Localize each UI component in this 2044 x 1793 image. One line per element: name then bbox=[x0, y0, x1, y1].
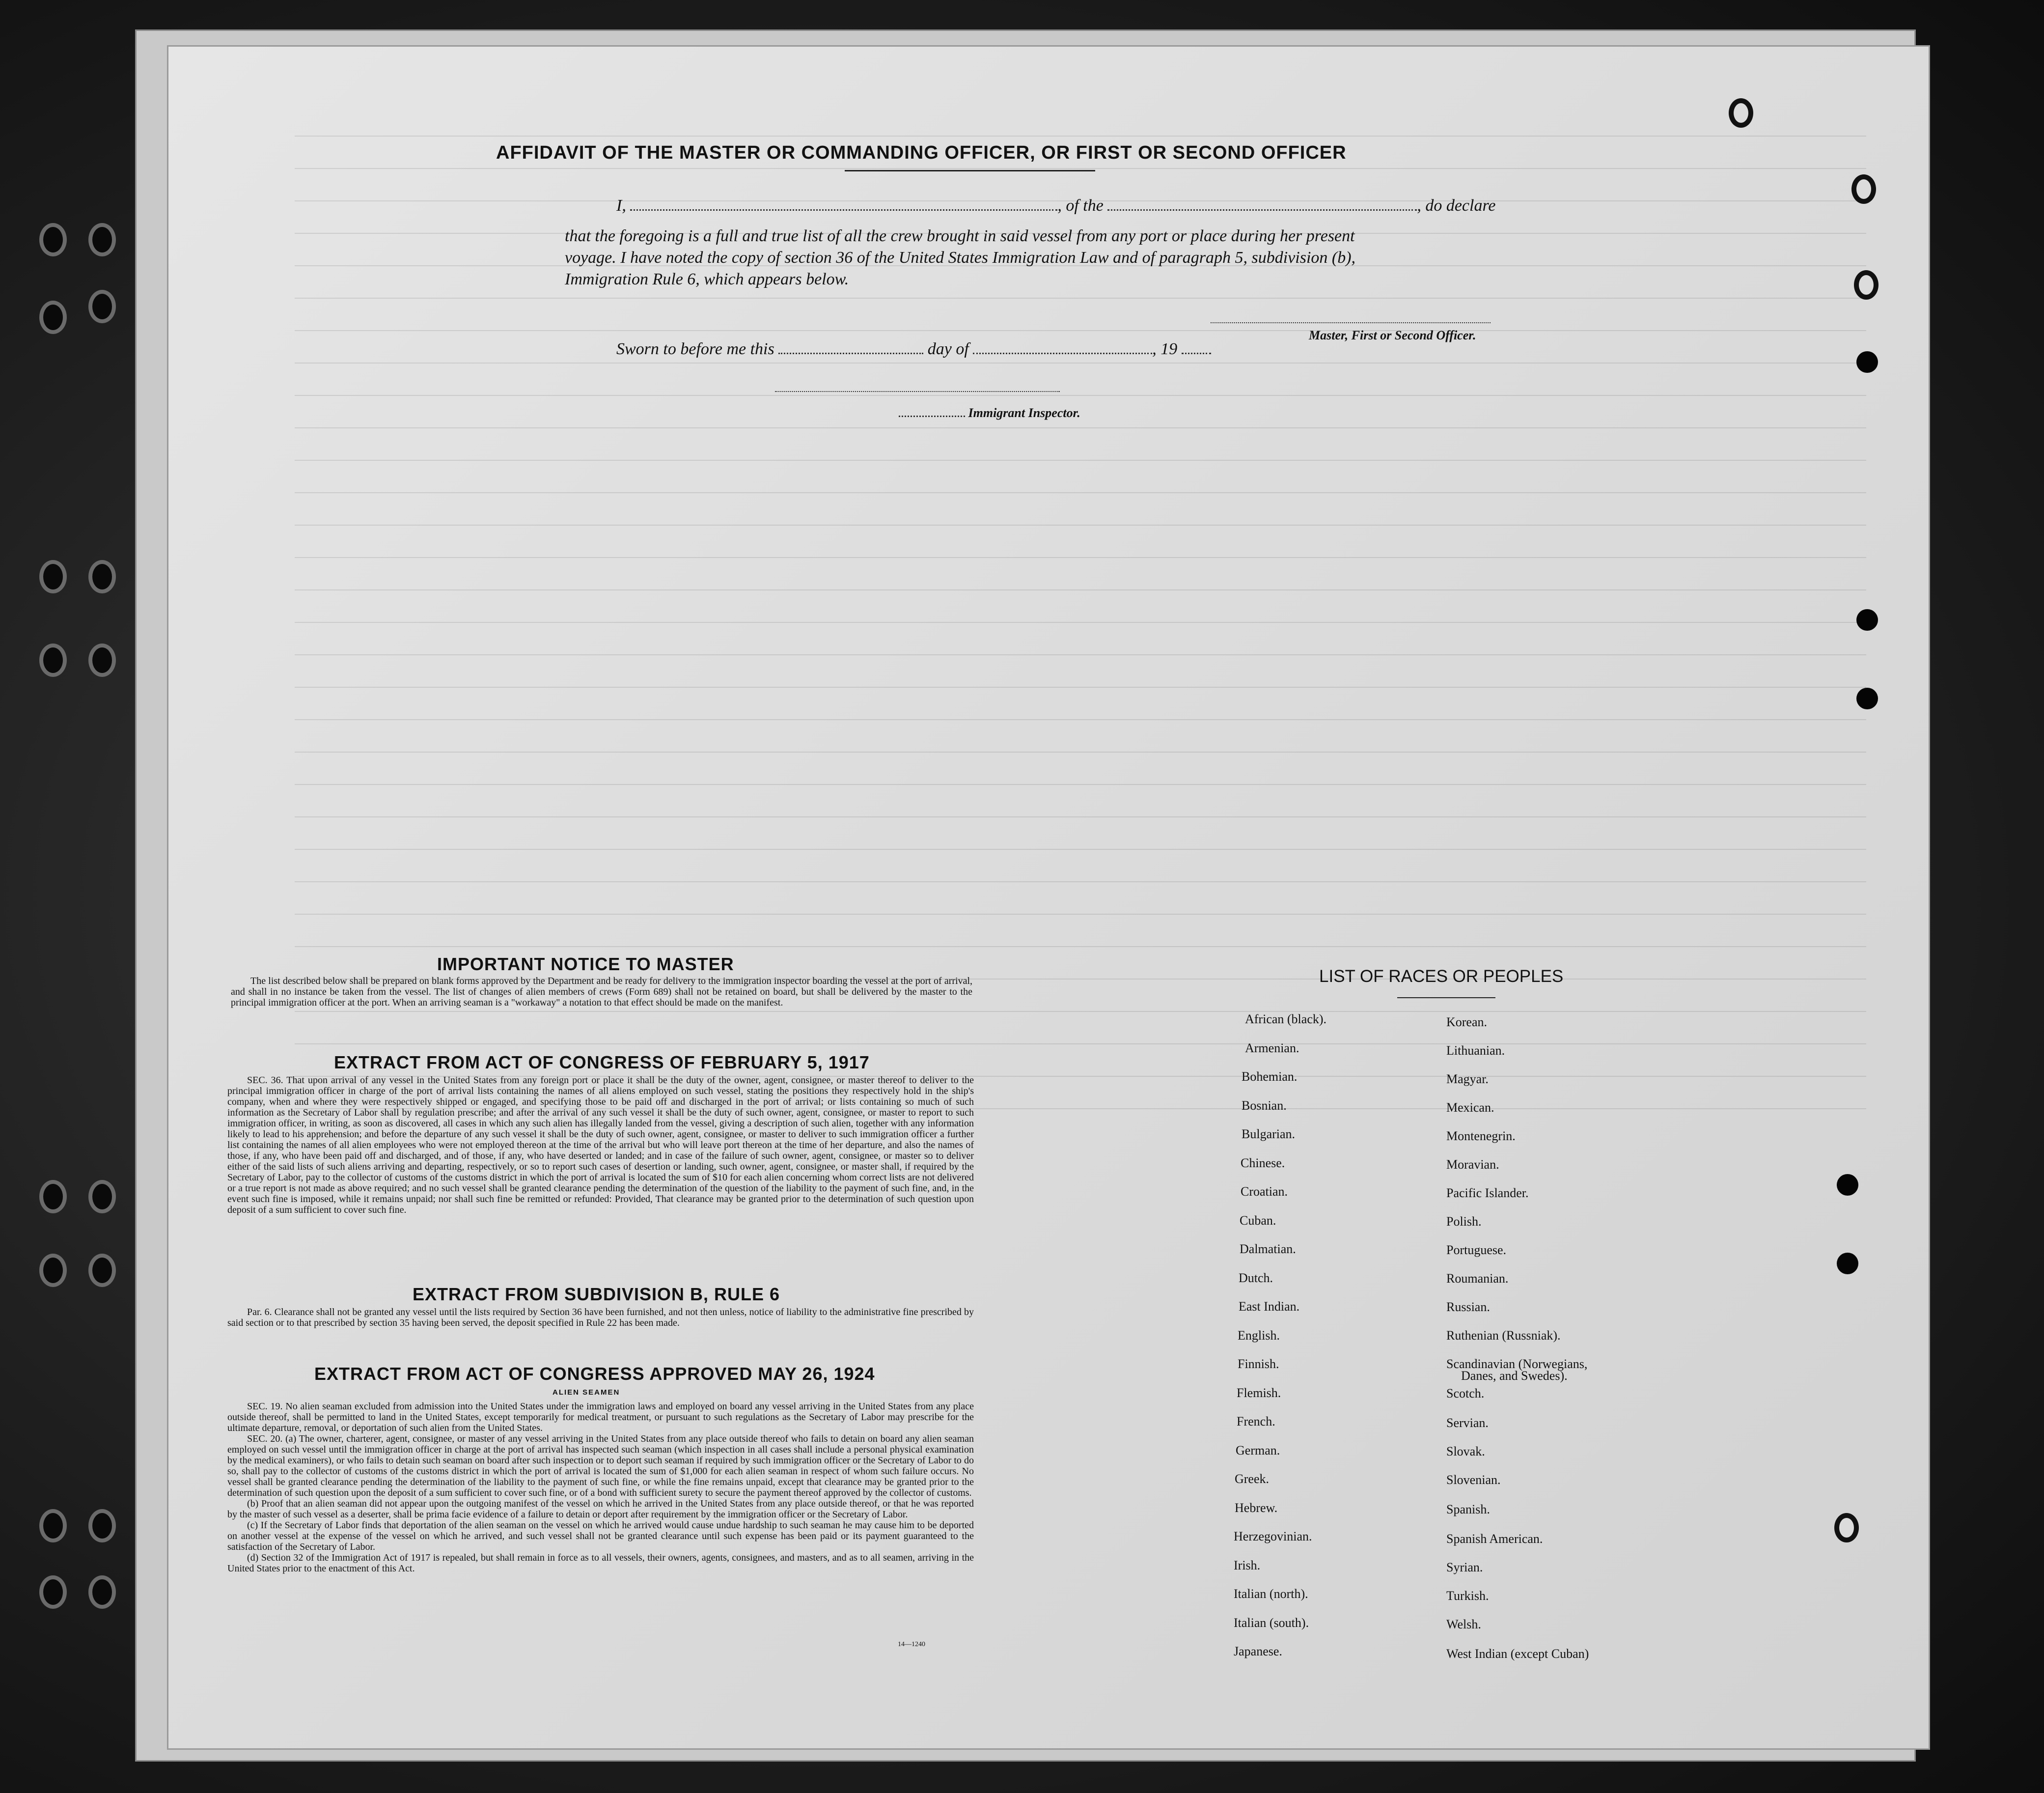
section-36-paragraph: SEC. 36. That upon arrival of any vessel in the United States from any foreign port or place it shall be the duty of the owner, agent, consignee, or master thereof to deliver to the principal immigration officer in charge of the port of arrival lists containing the names of all aliens employed on such vessel, stating the positions they respectively hold in the ship's company, when and where they were respectively shipped or engaged, and specifying those to be paid off and discharged in the port of arrival; or lists containing so much of such information as the Secretary of Labor shall by regulation prescribe; and after the arrival of any such vessel it shall be the duty of such owner, agent, consignee, or master to report to such immigration officer, in writing, as soon as discovered, all cases in which any such alien has illegally landed from the vessel, giving a description of such alien, together with any information likely to lead to his apprehension; and before the departure of any such vessel it shall be the duty of such owner, agent, consignee, or master to deliver to such immigration officer a further list containing the names of all alien employees who were not employed thereon at the time of the arrival but who will leave port thereon at the time of her departure, and also the names of those, if any, who have been paid off and discharged, and of those, if any, who have deserted or landed; and in case of the failure of such owner, agent, consignee, or master so to deliver either of the said lists of such aliens arriving and departing, respectively, or so to report such cases of desertion or landing, such owner, agent, consignee, or master shall, if required by the Secretary of Labor, pay to the collector of customs of the customs district in which the port of arrival is located the sum of $10 for each alien concerning whom correct lists are not delivered or a true report is not made as above required; and no such vessel shall be granted clearance pending the determination of the question of the liability to the payment of such fine, and, in the event such fine is imposed, while it remains unpaid; nor shall such fine be remitted or refunded: Provided, That clearance may be granted prior to the determination of such question upon deposit of a sum sufficient to cover such fine. bbox=[227, 1075, 974, 1215]
race-item: Ruthenian (Russniak). bbox=[1446, 1328, 1561, 1343]
day-of-text: day of bbox=[927, 340, 969, 358]
binder-ring-icon bbox=[43, 647, 63, 673]
race-item: Herzegovinian. bbox=[1234, 1529, 1312, 1543]
race-item: Chinese. bbox=[1241, 1155, 1285, 1170]
binder-ring-icon bbox=[92, 564, 112, 589]
race-item: Dalmatian. bbox=[1240, 1242, 1296, 1256]
race-item: Flemish. bbox=[1237, 1385, 1281, 1400]
race-item: East Indian. bbox=[1239, 1299, 1300, 1314]
race-item: African (black). bbox=[1245, 1012, 1327, 1026]
race-item: Slovak. bbox=[1446, 1444, 1485, 1458]
affidavit-title: AFFIDAVIT OF THE MASTER OR COMMANDING OFFICER, OR FIRST OR SECOND OFFICER bbox=[496, 142, 1347, 163]
race-item: Finnish. bbox=[1238, 1357, 1279, 1371]
extract-1917-text bbox=[227, 1075, 974, 1215]
race-item: Pacific Islander. bbox=[1446, 1186, 1529, 1200]
notice-paragraph: The list described below shall be prepared on blank forms approved by the Department and be ready for delivery to the immigration inspector boarding the vessel at the port of arrival, and shall in no instance be taken from the vessel. The list of changes of alien members of crews (Form 689) shall not be retained on board, but shall be delivered by the master to the principal immigration officer at the port. When an arriving seaman is a "workaway" a notation to that effect should be made on the manifest. bbox=[231, 976, 972, 1008]
race-item: Lithuanian. bbox=[1446, 1043, 1505, 1058]
race-item: Spanish American. bbox=[1446, 1532, 1543, 1546]
par-6-paragraph: Par. 6. Clearance shall not be granted any vessel until the lists required by Section 36 have been furnished, and not then unless, notice of liability to the administrative fine prescribed by said section or to that prescribed by section 35 having been served, the deposit specified in Rule 22 has been made. bbox=[227, 1307, 974, 1328]
sworn-month-blank[interactable] bbox=[973, 353, 1152, 354]
race-item: Bohemian. bbox=[1242, 1069, 1298, 1084]
punch-hole-icon bbox=[1854, 270, 1878, 300]
sworn-year-blank[interactable] bbox=[1182, 353, 1211, 354]
inspector-label-text: Immigrant Inspector. bbox=[968, 406, 1080, 420]
race-item: Japanese. bbox=[1234, 1644, 1282, 1658]
binder-ring-icon bbox=[92, 1258, 112, 1283]
punch-hole-icon bbox=[1834, 1513, 1859, 1542]
race-item: Cuban. bbox=[1240, 1213, 1276, 1228]
vessel-blank[interactable] bbox=[1107, 209, 1417, 211]
binder-ring-icon bbox=[92, 647, 112, 673]
sec-20b-paragraph: (b) Proof that an alien seaman did not appear upon the outgoing manifest of the vessel on which he arrived in the United States from any place outside thereof, or that he was reported by the master of such vessel as a deserter, shall be prima facie evidence of a failure to detain or deport after requirement by the immigration officer or the Secretary of Labor. bbox=[227, 1498, 974, 1520]
binder-ring-icon bbox=[92, 1579, 112, 1605]
affidavit-declare: , do declare bbox=[1417, 196, 1496, 215]
races-title-underline bbox=[1397, 997, 1495, 998]
race-item: Spanish. bbox=[1446, 1502, 1490, 1516]
punch-hole-icon bbox=[1837, 1174, 1858, 1196]
punch-hole-icon bbox=[1851, 174, 1876, 204]
binder-ring-icon bbox=[92, 1513, 112, 1539]
punch-hole-icon bbox=[1856, 351, 1878, 373]
race-item: German. bbox=[1236, 1443, 1280, 1457]
binder-ring-icon bbox=[43, 1579, 63, 1605]
race-item: Russian. bbox=[1446, 1300, 1490, 1314]
sec-19-paragraph: SEC. 19. No alien seaman excluded from admission into the United States under the immigration laws and employed on board any vessel arriving in the United States from any place outside thereof, shall be permitted to land in the United States, except temporarily for medical treatment, or pursuant to such regulations as the Secretary of Labor may prescribe for the ultimate departure, removal, or deportation of such alien from the United States. bbox=[227, 1401, 974, 1433]
binder-ring-icon bbox=[92, 1184, 112, 1209]
binder-ring-icon bbox=[43, 564, 63, 589]
race-item: Moravian. bbox=[1446, 1157, 1499, 1172]
race-item: Italian (south). bbox=[1234, 1615, 1309, 1630]
race-item: Irish. bbox=[1234, 1558, 1261, 1572]
form-number: 14—1240 bbox=[898, 1641, 925, 1648]
inspector-dots bbox=[899, 416, 965, 417]
race-item: Croatian. bbox=[1241, 1184, 1288, 1199]
master-signature-label: Master, First or Second Officer. bbox=[1309, 328, 1476, 342]
race-item: Magyar. bbox=[1446, 1072, 1489, 1086]
extract-rule6-title: EXTRACT FROM SUBDIVISION B, RULE 6 bbox=[413, 1284, 780, 1304]
sworn-line bbox=[616, 340, 1211, 359]
binder-ring-icon bbox=[92, 294, 112, 319]
punch-hole-icon bbox=[1837, 1253, 1858, 1274]
affidavit-of-the: , of the bbox=[1057, 196, 1104, 215]
affidavit-line-3: voyage. I have noted the copy of section 36 of the United States Immigration Law and of paragraph 5, subdivision (b), bbox=[565, 249, 1356, 267]
notice-text bbox=[231, 976, 972, 1008]
sworn-day-blank[interactable] bbox=[778, 353, 923, 354]
race-item: Turkish. bbox=[1446, 1589, 1489, 1603]
affidavit-declaration-line bbox=[616, 196, 1496, 215]
sec-20a-paragraph: SEC. 20. (a) The owner, charterer, agent, consignee, or master of any vessel arriving in the United States from any place outside thereof who fails to detain on board any alien seaman employed on such vessel until the immigration officer in charge at the port of arrival has inspected such seaman (which inspection in all cases shall include a personal physical examination by the medical examiners), or who fails to detain such seaman on board after such inspection or to deport such seaman if required by such immigration officer or the Secretary of Labor to do so, shall pay to the collector of customs of the customs district in which the port of arrival is located the sum of $1,000 for each alien seaman in respect of whom such failure occurs. No vessel shall be granted clearance pending the determination of the liability to the payment of such fine, or while the fine remains unpaid, except that clearance may be granted prior to the determination of such question upon the deposit of a sum sufficient to cover such fine, or of a bond with sufficient surety to secure the payment thereof approved by the collector of customs. bbox=[227, 1433, 974, 1498]
binder-ring-icon bbox=[43, 1184, 63, 1209]
sec-20c-paragraph: (c) If the Secretary of Labor finds that deportation of the alien seaman on the vessel on which he arrived would cause undue hardship to such seaman he may cause him to be deported on another vessel at the expense of the vessel on which he arrived, and such vessel shall not be granted clearance until such expense has been paid or its payment guaranteed to the satisfaction of the Secretary of Labor. bbox=[227, 1520, 974, 1552]
punch-hole-icon bbox=[1856, 688, 1878, 709]
extract-rule6-text bbox=[227, 1307, 974, 1328]
alien-seamen-subtitle: ALIEN SEAMEN bbox=[552, 1388, 620, 1397]
race-item: Dutch. bbox=[1239, 1270, 1273, 1285]
race-item: Scotch. bbox=[1446, 1386, 1485, 1401]
races-title: LIST OF RACES OR PEOPLES bbox=[1319, 967, 1564, 986]
race-item: Syrian. bbox=[1446, 1560, 1483, 1574]
race-item: Scandinavian (Norwegians, bbox=[1446, 1357, 1588, 1371]
race-item: Mexican. bbox=[1446, 1100, 1494, 1115]
inspector-signature-line[interactable] bbox=[775, 391, 1060, 392]
race-item: Italian (north). bbox=[1234, 1587, 1308, 1601]
race-item: Korean. bbox=[1446, 1015, 1488, 1029]
name-blank[interactable] bbox=[630, 209, 1057, 211]
title-underline bbox=[845, 170, 1095, 171]
race-item: Roumanian. bbox=[1446, 1271, 1509, 1286]
race-item: Greek. bbox=[1235, 1472, 1270, 1486]
inspector-signature-label bbox=[899, 406, 1080, 420]
race-item: Montenegrin. bbox=[1446, 1129, 1516, 1143]
binder-ring-icon bbox=[43, 227, 63, 252]
race-item: Hebrew. bbox=[1235, 1500, 1278, 1515]
race-item: French. bbox=[1237, 1414, 1275, 1429]
binder-ring-icon bbox=[43, 305, 63, 330]
race-item: Bosnian. bbox=[1242, 1098, 1287, 1113]
race-item: Danes, and Swedes). bbox=[1461, 1369, 1568, 1383]
punch-hole-icon bbox=[1856, 609, 1878, 631]
year-prefix: , 19 bbox=[1152, 340, 1178, 358]
affidavit-i: I, bbox=[616, 196, 626, 215]
affidavit-line-4: Immigration Rule 6, which appears below. bbox=[565, 270, 849, 288]
notice-title: IMPORTANT NOTICE TO MASTER bbox=[437, 954, 734, 974]
extract-1924-title: EXTRACT FROM ACT OF CONGRESS APPROVED MAY 26, 1924 bbox=[314, 1364, 875, 1384]
sworn-text: Sworn to before me this bbox=[616, 340, 774, 358]
race-item: Slovenian. bbox=[1446, 1473, 1501, 1487]
race-item: Portuguese. bbox=[1446, 1243, 1507, 1257]
race-item: Bulgarian. bbox=[1242, 1127, 1296, 1141]
extract-1917-title: EXTRACT FROM ACT OF CONGRESS OF FEBRUARY 5, 1917 bbox=[334, 1052, 870, 1072]
sec-20d-paragraph: (d) Section 32 of the Immigration Act of 1917 is repealed, but shall remain in force as to all vessels, their owners, agents, consignees, and masters, and as to all seamen, arriving in the United States prior to the enactment of this Act. bbox=[227, 1552, 974, 1574]
race-item: West Indian (except Cuban) bbox=[1446, 1647, 1589, 1661]
master-signature-line[interactable] bbox=[1211, 322, 1491, 323]
race-item: Welsh. bbox=[1446, 1617, 1481, 1631]
affidavit-line-2: that the foregoing is a full and true list of all the crew brought in said vessel from any port or place during her present bbox=[565, 227, 1355, 245]
binder-ring-icon bbox=[43, 1258, 63, 1283]
race-item: English. bbox=[1238, 1328, 1280, 1343]
extract-1924-text bbox=[227, 1401, 974, 1574]
race-item: Polish. bbox=[1446, 1214, 1482, 1229]
race-item: Armenian. bbox=[1245, 1040, 1299, 1055]
race-item: Servian. bbox=[1446, 1416, 1489, 1430]
punch-hole-icon bbox=[1729, 98, 1753, 128]
binder-ring-icon bbox=[43, 1513, 63, 1539]
binder-ring-icon bbox=[92, 227, 112, 252]
